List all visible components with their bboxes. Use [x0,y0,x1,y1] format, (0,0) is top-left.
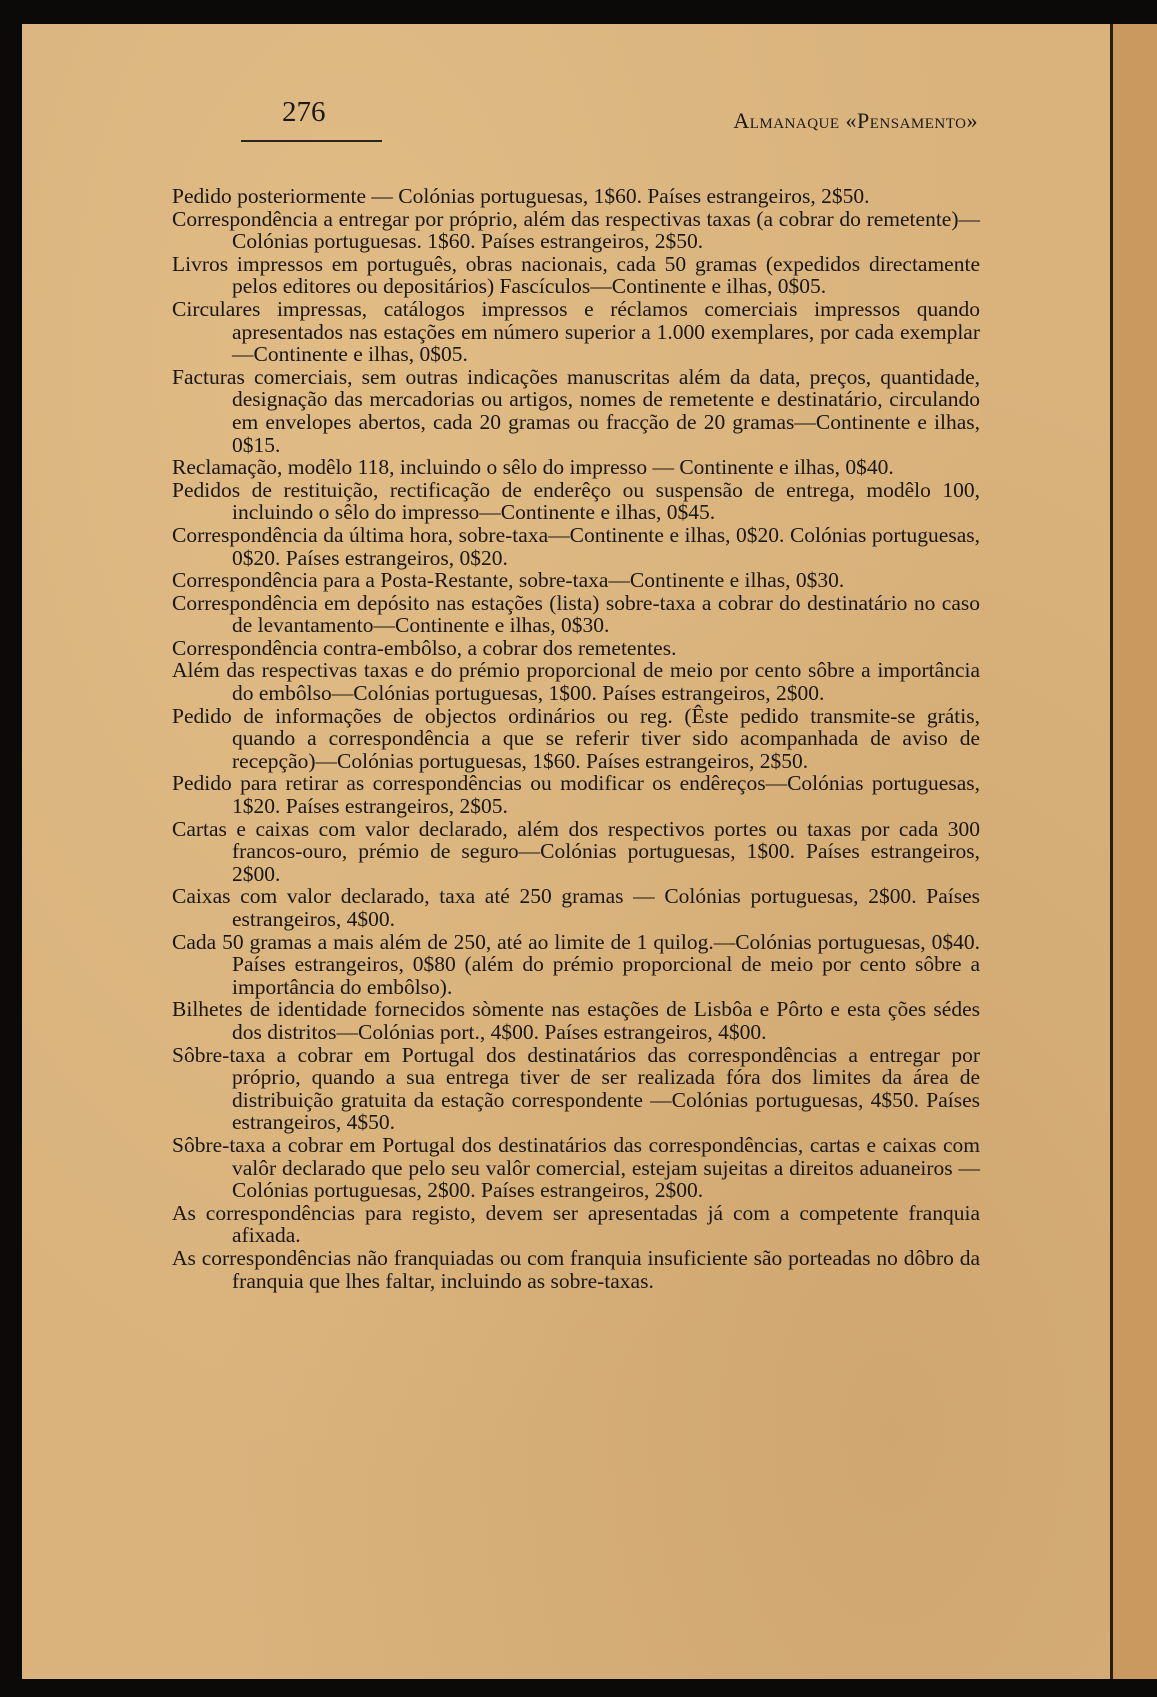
entry-20: Sôbre-taxa a cobrar em Portugal dos destinatários das correspondências, cartas e caixas com valôr declarado que pelo seu valôr comercial, estejam sujeitas a direitos aduaneiros — Colónias portuguesas, 2$00. Países estrangeiros, 2$00. [172,1132,980,1203]
page-number: 276 [282,96,326,128]
entry-12: Além das respectivas taxas e do prémio proporcional de meio por cento sôbre a importância do embôlso—Colónias portuguesas, 1$00. Países estrangeiros, 2$00. [172,658,980,706]
entry-5: Facturas comerciais, sem outras indicações manuscritas além da data, preços, quantidade, designação das mercadorias ou artigos, nomes de remetente e destinatário, circulando em envelopes abertos, cada 20 gramas ou fracção de 20 gramas—Continente e ilhas, 0$15. [172,364,980,457]
entry-9: Correspondência para a Posta-Restante, sobre-taxa—Continente e ilhas, 0$30. [172,568,845,593]
entry-17: Cada 50 gramas a mais além de 250, até ao limite de 1 quilog.—Colónias portuguesas, 0$40. Países estrangeiros, 0$80 (além do prémio proporcional de meio por cento sôbre a importância do embôlso). [172,929,980,999]
entry-21: As correspondências para registo, devem ser apresentadas já com a competente franquia afixada. [172,1200,980,1248]
entry-10: Correspondência em depósito nas estações (lista) sobre-taxa a cobrar do destinatário no caso de levantamento—Continente e ilhas, 0$30. [172,590,980,638]
entry-1: Pedido posteriormente — Colónias portuguesas, 1$60. Países estrangeiros, 2$50. [172,184,870,208]
facing-page-edge [1110,24,1157,1679]
entry-7: Pedidos de restituição, rectificação de enderêço ou suspensão de entrega, modêlo 100, incluindo o sêlo do impresso—Continente e ilhas, 0$45. [172,477,980,525]
page-number-rule [241,140,382,142]
entry-15: Cartas e caixas com valor declarado, além dos respectivos portes ou taxas por cada 300 francos-ouro, prémio de seguro—Colónias portuguesas, 1$00. Países estrangeiros, 2$00. [172,816,980,886]
entry-4: Circulares impressas, catálogos impressos e réclamos comerciais impressos quando apresentados nas estações em número superior a 1.000 exemplares, por cada exemplar—Continente e ilhas, 0$05. [172,296,980,367]
entry-16: Caixas com valor declarado, taxa até 250 gramas — Colónias portuguesas, 2$00. Países estrangeiros, 4$00. [172,884,980,931]
running-title: Almanaque «Pensamento» [733,108,978,133]
entry-13: Pedido de informações de objectos ordinários ou reg. (Êste pedido transmite-se grátis, quando a correspondência a que se referir tiver sido acompanhada de aviso de recepção)—Colónias portuguesas, 1$60. Países estrangeiros, 2$50. [172,703,980,773]
entry-14: Pedido para retirar as correspondências ou modificar os endêreços—Colónias portuguesas, 1$20. Países estrangeiros, 2$05. [172,771,980,819]
entry-22: As correspondências não franquiadas ou com franquia insuficiente são porteadas no dôbro da franquia que lhes faltar, incluindo as sobre-taxas. [172,1245,980,1293]
entry-8: Correspondência da última hora, sobre-taxa—Continente e ilhas, 0$20. Colónias portuguesas, 0$20. Países estrangeiros, 0$20. [172,522,980,570]
entry-19: Sôbre-taxa a cobrar em Portugal dos destinatários das correspondências a entregar por próprio, quando a sua entrega tiver de ser realizada fóra dos limites da área de distribuição gratuita da estação correspondente —Colónias portuguesas, 4$50. Países estrangeiros, 4$50. [172,1042,980,1135]
entry-18: Bilhetes de identidade fornecidos sòmente nas estações de Lisbôa e Pôrto e esta ções sédes dos distritos—Colónias port., 4$00. Países estrangeiros, 4$00. [172,997,980,1044]
entry-3: Livros impressos em português, obras nacionais, cada 50 gramas (expedidos directamente pelos editores ou depositários) Fascículos—Continente e ilhas, 0$05. [172,251,980,299]
entry-11: Correspondência contra-embôlso, a cobrar dos remetentes. [172,635,677,660]
entry-6: Reclamação, modêlo 118, incluindo o sêlo do impresso — Continente e ilhas, 0$40. [172,455,894,480]
entry-2: Correspondência a entregar por próprio, além das respectivas taxas (a cobrar do remetente)—Colónias portuguesas. 1$60. Países estrangeiros, 2$50. [172,206,980,254]
postal-rates-text [172,185,980,1292]
